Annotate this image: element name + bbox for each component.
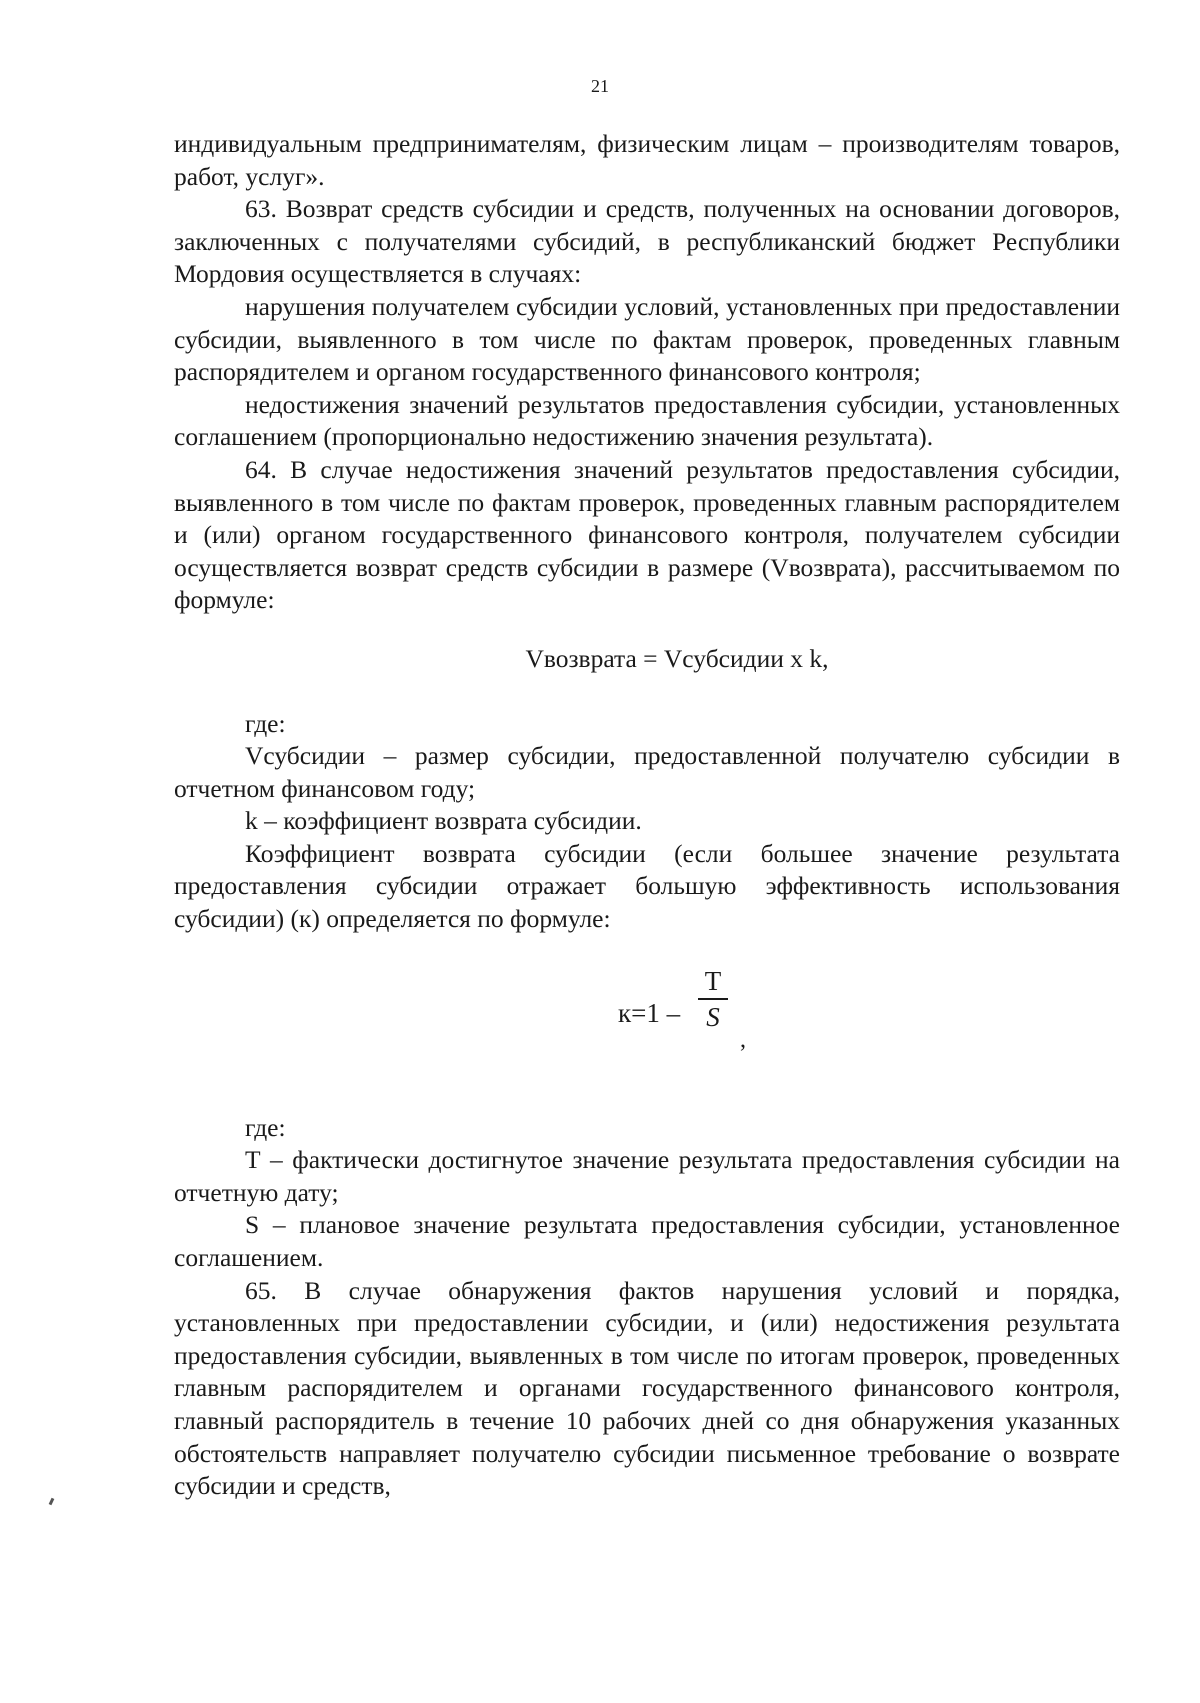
body-text <box>174 128 1120 1503</box>
paragraph-63-case-violation: нарушения получателем субсидии условий, установленных при предоставлении субсидии, выявленного в том числе по фактам проверок, проведенных главным распорядителем и органом государственного финансового контроля; <box>174 291 1120 387</box>
formula-coefficient <box>174 962 1120 1088</box>
definition-k: k – коэффициент возврата субсидии. <box>245 806 642 836</box>
formula-coefficient-lhs: к=1 – <box>618 997 681 1028</box>
formula-denominator: S <box>706 1001 720 1032</box>
definition-vsubsidy: Vсубсидии – размер субсидии, предоставленной получателю субсидии в отчетном финансовом году; <box>174 741 1120 803</box>
where-label-2: где: <box>245 1112 286 1142</box>
where-label-1: где: <box>245 708 286 738</box>
page-number: 21 <box>591 76 609 96</box>
definition-t: Т – фактически достигнутое значение результата предоставления субсидии на отчетную дату; <box>174 1145 1120 1207</box>
formula-trailing-comma: , <box>740 1026 746 1053</box>
formula-fraction <box>698 966 728 1034</box>
paragraph-64: 64. В случае недостижения значений результатов предоставления субсидии, выявленного в том числе по фактам проверок, проведенных главным распорядителем и (или) органом государственного финансового контроля, получателем субсидии осуществляется возврат средств субсидии в размере (Vвозврата), рассчитываемом по формуле: <box>174 454 1120 615</box>
paragraph-65: 65. В случае обнаружения фактов нарушения условий и порядка, установленных при предоставлении субсидии, и (или) недостижения результата предоставления субсидии, выявленных в том числе по итогам проверок, проведенных главным распорядителем и органами государственного финансового контроля, главный распорядитель в течение 10 рабочих дней со дня обнаружения указанных обстоятельств направляет получателю субсидии письменное требование о возврате субсидии и средств, <box>174 1275 1120 1501</box>
paragraph-63-case-nonachievement: недостижения значений результатов предоставления субсидии, установленных соглашением (пропорционально недостижению значения результата). <box>174 389 1120 452</box>
formula-numerator: Т <box>704 965 722 996</box>
paragraph-63: 63. Возврат средств субсидии и средств, полученных на основании договоров, заключенных с получателями субсидий, в республиканский бюджет Республики Мордовия осуществляется в случаях: <box>174 194 1120 289</box>
scan-speck <box>49 1498 55 1506</box>
paragraph-coefficient: Коэффициент возврата субсидии (если большее значение результата предоставления субсидии отражает большую эффективность использования субсидии) (к) определяется по формуле: <box>174 838 1120 934</box>
paragraph-continuation: индивидуальным предпринимателям, физическим лицам – производителям товаров, работ, услуг». <box>174 129 1120 191</box>
formula-return-amount: Vвозврата = Vсубсидии x k, <box>525 643 829 673</box>
definition-s: S – плановое значение результата предоставления субсидии, установленное соглашением. <box>174 1210 1120 1273</box>
